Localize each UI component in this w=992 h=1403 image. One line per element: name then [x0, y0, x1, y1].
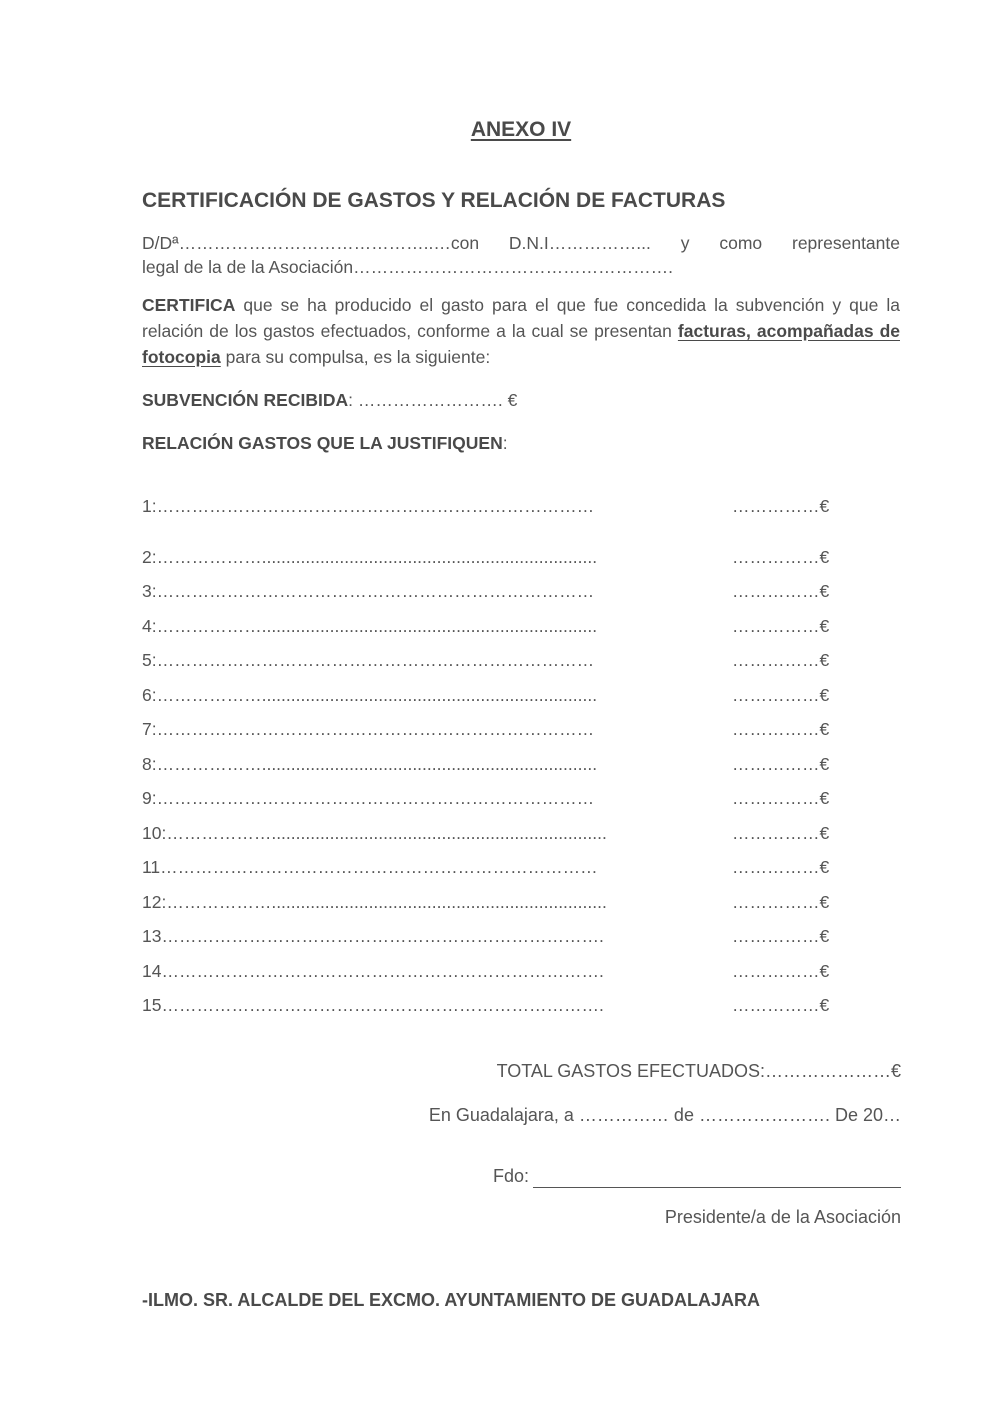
expense-item-7: 7:………………………………………………………………… — [142, 719, 595, 739]
expense-item-6: 6:………………..................................................................... — [142, 685, 598, 705]
expense-amount-14: ……………€ — [732, 961, 830, 981]
expense-item-4: 4:………………..................................................................... — [142, 616, 598, 636]
relation-label: RELACIÓN GASTOS QUE LA JUSTIFIQUEN — [142, 433, 503, 453]
certify-lead: CERTIFICA — [142, 295, 236, 315]
intro-paragraph — [142, 230, 900, 278]
signature-label: Fdo: — [493, 1166, 530, 1186]
expense-amount-8: ……………€ — [732, 754, 830, 774]
signature-line[interactable] — [533, 1187, 901, 1188]
certify-paragraph — [142, 292, 900, 370]
intro-line-2: legal de la de la Asociación………………………………………………. — [142, 257, 673, 277]
certify-text-1: que se ha producido el gasto para el que fue concedida la subvención y que la relación de los gastos efectuados, conforme a la cual se presentan — [142, 295, 900, 341]
certify-text-2: para su compulsa, es la siguiente: — [220, 347, 491, 367]
expense-item-1: 1:………………………………………………………………… — [142, 496, 595, 516]
expense-relation-heading — [142, 433, 508, 454]
subsidy-label: SUBVENCIÓN RECIBIDA — [142, 390, 349, 410]
expense-amount-11: ……………€ — [732, 857, 830, 877]
subsidy-received-line — [142, 390, 517, 411]
expense-amount-7: ……………€ — [732, 719, 830, 739]
expense-item-12: 12:………………..................................................................... — [142, 892, 607, 912]
expense-amount-13: ……………€ — [732, 926, 830, 946]
subsidy-value: : ……………………. € — [348, 390, 518, 410]
signer-role: Presidente/a de la Asociación — [664, 1207, 901, 1227]
expense-item-11: 11………………………………………………………………… — [142, 857, 598, 877]
expense-item-3: 3:………………………………………………………………… — [142, 581, 595, 601]
addressee: -ILMO. SR. ALCALDE DEL EXCMO. AYUNTAMIENTO DE GUADALAJARA — [142, 1290, 761, 1310]
expense-item-15: 15…………………………………………………………………. — [142, 995, 604, 1015]
expense-item-2: 2:………………..................................................................... — [142, 547, 598, 567]
total-expenses: TOTAL GASTOS EFECTUADOS:…………………€ — [496, 1061, 901, 1081]
place-date-line: En Guadalajara, a …………… de …………………. De 20… — [428, 1105, 901, 1125]
document-title: CERTIFICACIÓN DE GASTOS Y RELACIÓN DE FACTURAS — [142, 189, 726, 212]
expense-amount-4: ……………€ — [732, 616, 830, 636]
expense-item-14: 14…………………………………………………………………. — [142, 961, 604, 981]
expense-item-9: 9:………………………………………………………………… — [142, 788, 595, 808]
expense-amount-15: ……………€ — [732, 995, 830, 1015]
expense-amount-9: ……………€ — [732, 788, 830, 808]
expense-amount-6: ……………€ — [732, 685, 830, 705]
expense-item-13: 13…………………………………………………………………. — [142, 926, 604, 946]
expense-item-8: 8:………………..................................................................... — [142, 754, 598, 774]
relation-suffix: : — [502, 433, 508, 453]
annex-title: ANEXO IV — [470, 118, 572, 141]
intro-line-1: D/Dª……………………………………..…con D.N.I……………... y como representante — [142, 233, 900, 253]
expense-amount-2: ……………€ — [732, 547, 830, 567]
expense-item-5: 5:………………………………………………………………… — [142, 650, 595, 670]
expense-amount-12: ……………€ — [732, 892, 830, 912]
expense-amount-5: ……………€ — [732, 650, 830, 670]
expense-amount-10: ……………€ — [732, 823, 830, 843]
expense-amount-1: ……………€ — [732, 496, 830, 516]
certify-emphasis: facturas, acompañadas de fotocopia — [142, 321, 900, 367]
expense-item-10: 10:………………..................................................................... — [142, 823, 607, 843]
expense-amount-3: ……………€ — [732, 581, 830, 601]
